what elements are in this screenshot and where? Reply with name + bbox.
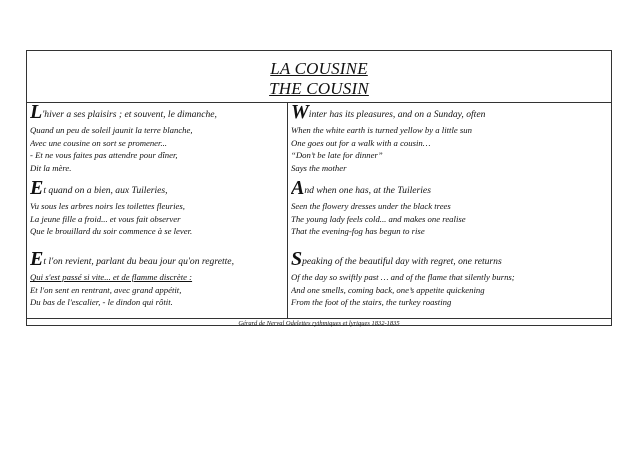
first-line-text: 'hiver a ses plaisirs ; et souvent, le dimanche, <box>42 109 217 120</box>
verse-line: One goes out for a walk with a cousin… <box>291 137 431 148</box>
verse-line: Du bas de l'escalier, - le dindon qui rôtit. <box>30 297 173 308</box>
stanza-first-line <box>291 249 609 271</box>
first-line-text: t quand on a bien, aux Tuileries, <box>43 185 168 196</box>
english-title: THE COUSIN <box>269 79 369 98</box>
verse-line: From the foot of the stairs, the turkey roasting <box>291 297 452 308</box>
verse-line: Avec une cousine on sort se promener... <box>30 137 167 148</box>
drop-initial: E <box>30 178 44 199</box>
verse-line: La jeune fille a froid... et vous fait observer <box>30 213 181 224</box>
english-stanza-2 <box>291 178 609 238</box>
first-line-text: peaking of the beautiful day with regret, one returns <box>302 256 502 267</box>
verse-line: Seen the flowery dresses under the black trees <box>291 201 451 211</box>
french-stanza-3 <box>30 249 285 309</box>
title-block <box>27 51 611 103</box>
poem-table <box>26 50 612 326</box>
verse-line: - Et ne vous faites pas attendre pour dîner, <box>30 150 178 161</box>
verse-line: Dit la mère. <box>30 162 72 173</box>
drop-initial: A <box>291 178 305 199</box>
first-line-text: t l'on revient, parlant du beau jour qu'on regrette, <box>43 256 234 267</box>
stanza-first-line <box>30 178 285 200</box>
first-line-text: nd when one has, at the Tuileries <box>304 185 431 196</box>
verse-line: When the white earth is turned yellow by a little sun <box>291 125 472 135</box>
french-stanza-2 <box>30 178 285 238</box>
english-stanza-3 <box>291 249 609 309</box>
verse-line: Quand un peu de soleil jaunit la terre blanche, <box>30 125 193 135</box>
verse-line: That the evening-fog has begun to rise <box>291 226 425 237</box>
stanza-first-line <box>291 178 609 200</box>
first-line-text: inter has its pleasures, and on a Sunday, often <box>308 109 486 120</box>
english-stanza-1 <box>291 102 609 174</box>
attribution-credit: Gérard de Nerval Odelettes rythmiques et lyriques 1832-1835 <box>27 318 611 327</box>
verse-line: Et l'on sent en rentrant, avec grand appétit, <box>30 284 182 295</box>
french-column <box>27 102 288 318</box>
verse-line: Says the mother <box>291 162 347 173</box>
verse-line: The young lady feels cold... and makes one realise <box>291 213 466 224</box>
verse-line: Que le brouillard du soir commence à se lever. <box>30 226 193 237</box>
verse-line: Of the day so swiftly past … and of the flame that silently burns; <box>291 272 515 282</box>
verse-line: And one smells, coming back, one’s appetite quickening <box>291 284 485 295</box>
drop-initial: W <box>291 102 309 123</box>
english-column <box>288 102 611 318</box>
drop-initial: S <box>291 249 303 270</box>
stanza-first-line <box>291 102 609 124</box>
french-title: LA COUSINE <box>270 59 368 78</box>
french-stanza-1 <box>30 102 285 174</box>
verse-line: Vu sous les arbres noirs les toilettes fleuries, <box>30 201 185 211</box>
drop-initial: E <box>30 249 44 270</box>
stanza-first-line <box>30 102 285 124</box>
stanza-first-line <box>30 249 285 271</box>
verse-line: Qui s'est passé si vite... et de flamme discrète : <box>30 272 193 282</box>
drop-initial: L <box>30 102 43 123</box>
verse-line: “Don’t be late for dinner” <box>291 150 383 161</box>
